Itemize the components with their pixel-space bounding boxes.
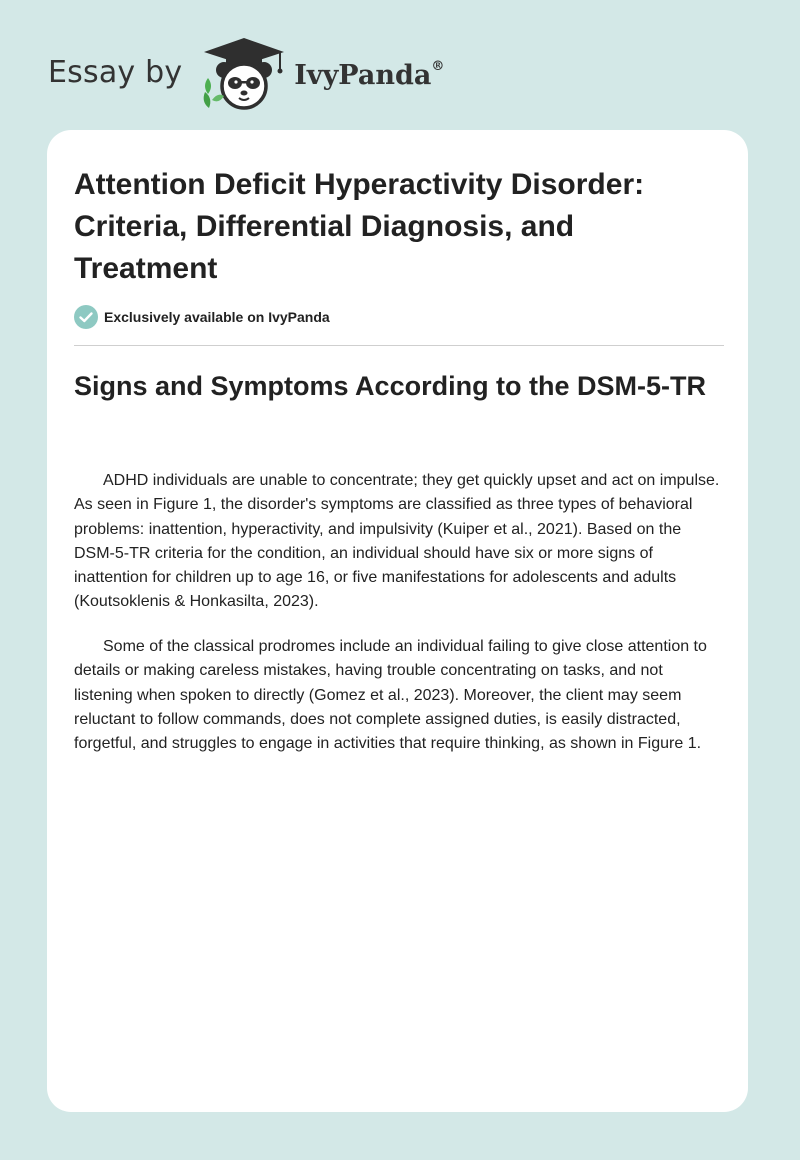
essay-title: Attention Deficit Hyperactivity Disorder: Criteria, Differential Diagnosis, and Treatment	[74, 168, 645, 285]
exclusive-badge	[74, 305, 330, 329]
body-paragraph: Some of the classical prodromes include an individual failing to give close attention to details or making careless mistakes, having trouble concentrating on tasks, and not listening when spoken to directly (Gomez et al., 2023). Moreover, the client may seem reluctant to follow commands, does not complete assigned duties, is easily distracted, forgetful, and struggles to engage in activities that require thinking, as shown in Figure 1.	[74, 638, 707, 753]
section-heading: Signs and Symptoms According to the DSM-5-TR	[74, 371, 707, 401]
check-circle-icon	[74, 305, 98, 329]
registered-mark: ®	[431, 58, 445, 74]
body-paragraph: ADHD individuals are unable to concentrate; they get quickly upset and act on impulse. As seen in Figure 1, the disorder's symptoms are classified as three types of behavioral problems: inattention, hyperactivity, and impulsivity (Kuiper et al., 2021). Based on the DSM-5-TR criteria for the condition, an individual should have six or more signs of inattention for children up to age 16, or five manifestations for adolescents and adults (Koutsoklenis & Honkasilta, 2023).	[74, 472, 720, 611]
essay-card	[47, 130, 748, 1112]
panda-graduate-icon	[196, 34, 292, 114]
title-divider	[74, 345, 724, 346]
site-brand[interactable]	[48, 34, 444, 114]
brand-name: IvyPanda®	[294, 58, 445, 91]
essay-by-label: Essay by	[48, 54, 183, 90]
exclusive-badge-label: Exclusively available on IvyPanda	[104, 309, 330, 325]
